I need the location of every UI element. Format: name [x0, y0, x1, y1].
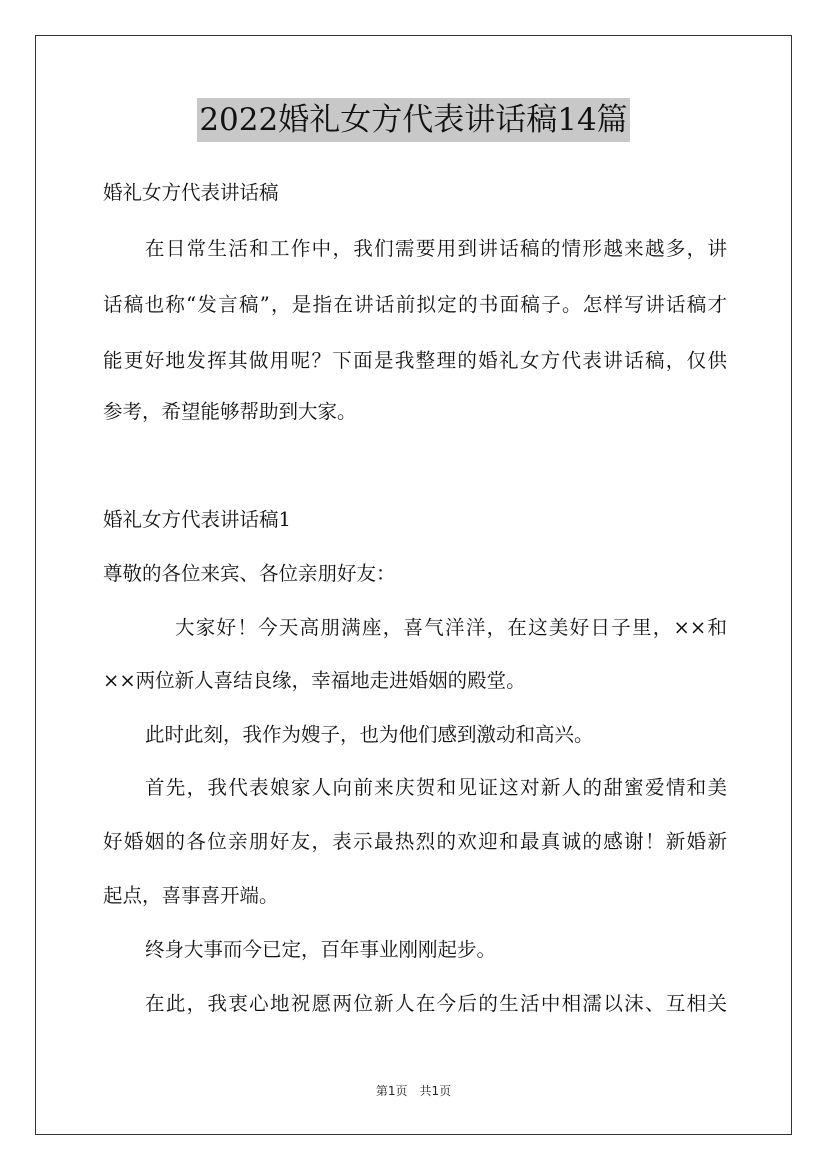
paragraph-line: 能更好地发挥其做用呢？下面是我整理的婚礼女方代表讲话稿，仅供 — [103, 349, 727, 372]
page-number-footer: 第1页 共1页 — [375, 1084, 452, 1098]
paragraph-line: 起点，喜事喜开端。 — [103, 884, 279, 907]
paragraph-line: ××两位新人喜结良缘，幸福地走进婚姻的殿堂。 — [103, 669, 526, 692]
paragraph-line: 此时此刻，我作为嫂子，也为他们感到激动和高兴。 — [145, 723, 594, 746]
section-heading: 婚礼女方代表讲话稿1 — [103, 508, 291, 531]
paragraph-line: 在日常生活和工作中，我们需要用到讲话稿的情形越来越多，讲 — [145, 237, 727, 260]
paragraph-line: 终身大事而今已定，百年事业刚刚起步。 — [145, 938, 497, 961]
paragraph-line: 好婚姻的各位亲朋好友，表示最热烈的欢迎和最真诚的感谢！新婚新 — [103, 830, 727, 853]
paragraph-line: 首先，我代表娘家人向前来庆贺和见证这对新人的甜蜜爱情和美 — [145, 776, 727, 799]
salutation: 尊敬的各位来宾、各位亲朋好友： — [103, 562, 396, 585]
paragraph-line: 在此，我衷心地祝愿两位新人在今后的生活中相濡以沫、互相关 — [145, 992, 727, 1015]
paragraph-line: 大家好！今天高朋满座，喜气洋洋，在这美好日子里，××和 — [175, 616, 727, 639]
section-heading: 婚礼女方代表讲话稿 — [103, 181, 279, 204]
title-container — [0, 98, 827, 142]
document-title: 2022婚礼女方代表讲话稿14篇 — [197, 98, 629, 142]
paragraph-line: 话稿也称“发言稿”，是指在讲话前拟定的书面稿子。怎样写讲话稿才 — [103, 293, 727, 316]
paragraph-line: 参考，希望能够帮助到大家。 — [103, 400, 357, 423]
